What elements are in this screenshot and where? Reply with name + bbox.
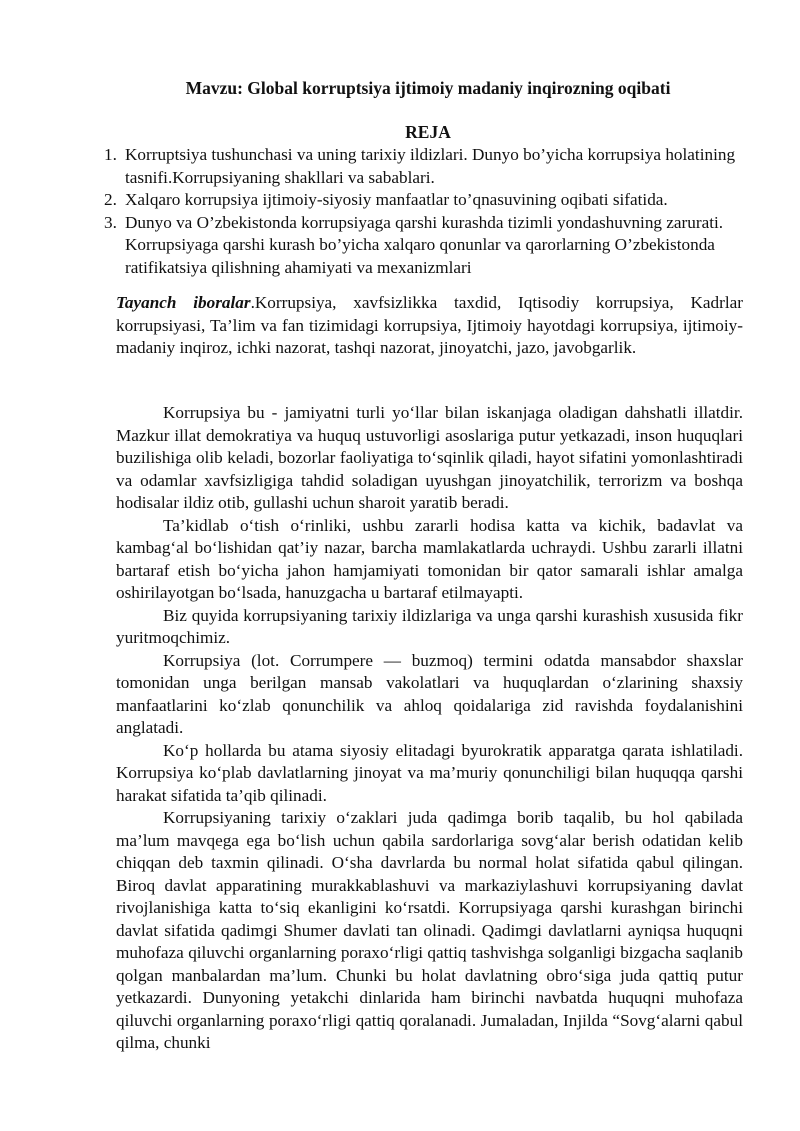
plan-list [104,144,744,279]
body-paragraph: Korrupsiya (lot. Corrumpere — buzmoq) termini odatda mansabdor shaxslar tomonidan unga berilgan mansab vakolatlari va huquqlardan o‘zlarining shaxsiy manfaatlarini ko‘zlab qonunchilik va ahloq qoidalariga zid ravishda foydalanishini anglatadi. [116,650,743,737]
document-title: Mavzu: Global korruptsiya ijtimoiy madaniy inqirozning oqibati [185,78,671,98]
plan-item [104,212,744,280]
plan-heading: REJA [405,122,451,142]
plan-item [104,144,744,189]
plan-item-number: 1. [104,145,117,164]
plan-item-text: Korruptsiya tushunchasi va uning tarixiy ildizlari. Dunyo bo’yicha korrupsiya holatining tasnifi.Korrupsiyaning shakllari va sabablari. [125,145,736,187]
main-text [116,402,743,1055]
keywords-paragraph [116,292,743,360]
body-paragraph: Korrupsiyaning tarixiy o‘zaklari juda qadimga borib taqalib, bu hol qabilada ma’lum mavqega ega bo‘lish uchun qabila sardorlariga sovg‘alar berish odatidan kelib chiqqan deb taxmin qilinadi. O‘sha davrlarda bu normal holat sifatida qabul qilingan. Biroq davlat apparatining murakkablashuvi va markaziylashuvi korrupsiyaning davlat rivojlanishiga katta to‘siq ekanligini ko‘rsatdi. Korrupsiyaga qarshi kurashgan birinchi davlat sifatida qadimgi Shumer davlati tan olinadi. Qadimgi davlatlarni ayniqsa huquqni muhofaza qiluvchi organlarning poraxo‘rligi qattiq tashvishga solganligi bizgacha saqlanib qolgan manbalardan ma’lum. Chunki bu holat davlatning obro‘siga juda qattiq putur yetkazardi. Dunyoning yetakchi dinlarida ham birinchi navbatda huquqni muhofaza qiluvchi organlarning poraxo‘rligi qattiq qoralanadi. Jumaladan, Injilda “Sovg‘alarni qabul qilma, chunki [116,808,743,1052]
plan-item-text: Xalqaro korrupsiya ijtimoiy-siyosiy manfaatlar to’qnasuvining oqibati sifatida. [125,190,668,209]
body-paragraph: Biz quyida korrupsiyaning tarixiy ildizlariga va unga qarshi kurashish xususida fikr yuritmoqchimiz. [116,605,743,647]
plan-item [104,189,744,212]
plan-item-text: Dunyo va O’zbekistonda korrupsiyaga qarshi kurashda tizimli yondashuvning zarurati. Korrupsiyaga qarshi kurash bo’yicha xalqaro qonunlar va qarorlarning O’zbekistonda ratifikatsiya qilishning ahamiyati va mexanizmlari [125,212,724,277]
plan-item-number: 3. [104,212,117,232]
keywords-block [116,292,743,360]
body-paragraph: Korrupsiya bu - jamiyatni turli yo‘llar bilan iskanjaga oladigan dahshatli illatdir. Mazkur illat demokratiya va huquq ustuvorligi asoslariga putur yetkazadi, inson huquqlari buzilishiga olib keladi, bozorlar faoliyatiga to‘sqinlik qiladi, hayot sifatini yomonlashtiradi va odamlar xavfsizligiga tahdid soladigan uyushgan jinoyatchilik, terrorizm va boshqa hodisalar ildiz otib, gullashi uchun sharoit yaratib beradi. [116,403,743,512]
keywords-text: .Korrupsiya, xavfsizlikka taxdid, Iqtisodiy korrupsiya, Kadrlar korrupsiyasi, Ta’lim va fan tizimidagi korrupsiya, Ijtimoiy hayotdagi korrupsiya, ijtimoiy-madaniy inqiroz, ichki nazorat, tashqi nazorat, jinoyatchi, jazo, javobgarlik. [116,293,743,357]
body-paragraph: Ta’kidlab o‘tish o‘rinliki, ushbu zararli hodisa katta va kichik, badavlat va kambag‘al bo‘lishidan qat’iy nazar, barcha mamlakatlarda uchraydi. Ushbu zararli illatni bartaraf etish bo‘yicha jahon hamjamiyati tomonidan bir qator samarali ishlar amalga oshirilayotgan bo‘lsada, hanuzgacha u bartaraf etilmayapti. [116,515,743,602]
plan-item-number: 2. [104,190,117,209]
keywords-label: Tayanch iboralar [116,293,251,312]
body-paragraph: Ko‘p hollarda bu atama siyosiy elitadagi byurokratik apparatga qarata ishlatiladi. Korrupsiya ko‘plab davlatlarning jinoyat va ma’muriy qonunchiligi bilan huquqqa qarshi harakat sifatida ta’qib qilinadi. [116,740,743,805]
